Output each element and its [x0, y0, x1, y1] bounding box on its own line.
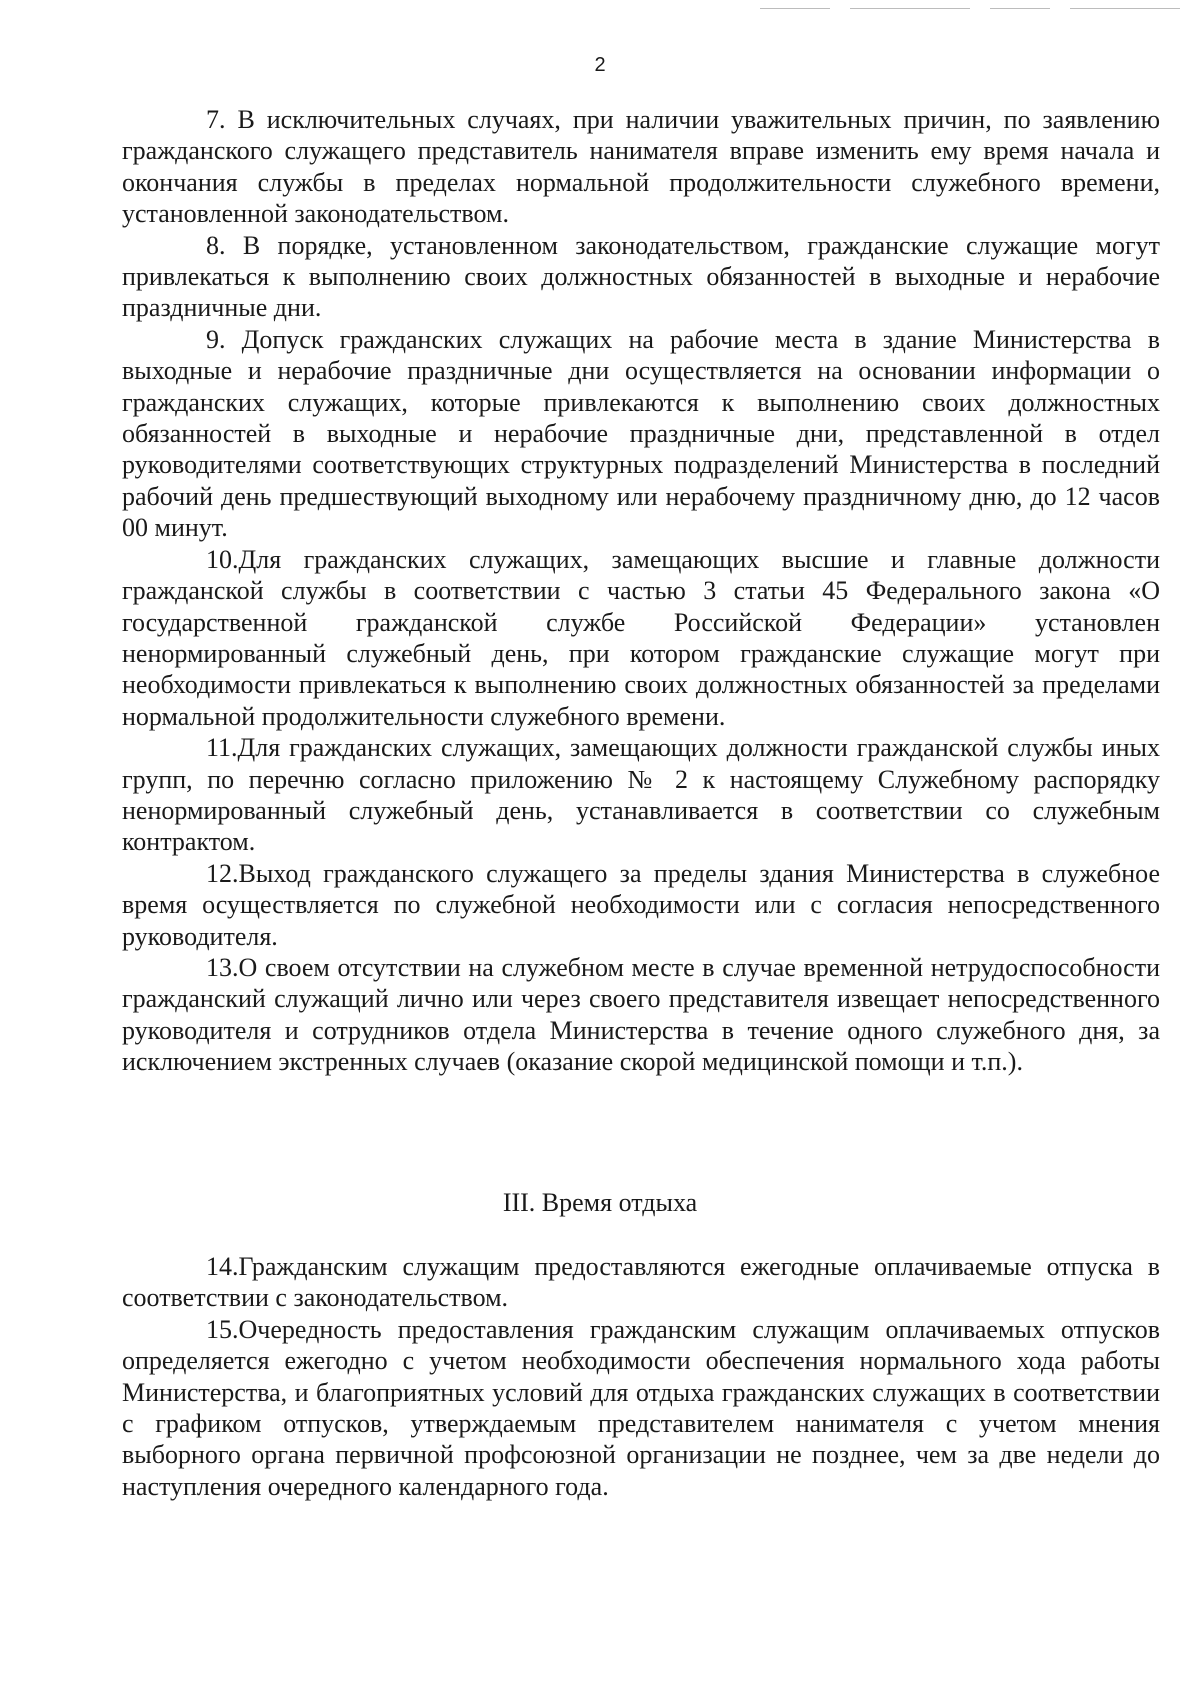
body-text-block: [122, 104, 1160, 1078]
page-number: 2: [594, 54, 606, 76]
paragraph-14: 14.Гражданским служащим предоставляются ежегодные оплачиваемые отпуска в соответствии с законодательством.: [122, 1252, 1160, 1313]
paragraph-7: 7. В исключительных случаях, при наличии уважительных причин, по заявлению гражданского служащего представитель нанимателя вправе изменить ему время начала и окончания службы в пределах нормальной продолжительности служебного времени, установленной законодательством.: [122, 105, 1160, 229]
paragraph-12: 12.Выход гражданского служащего за пределы здания Министерства в служебное время осуществляется по служебной необходимости или с согласия непосредственного руководителя.: [122, 858, 1160, 951]
scan-edge-marks: [760, 8, 1200, 12]
paragraph-13: 13.О своем отсутствии на служебном месте в случае временной нетрудоспособности гражданский служащий лично или через своего представителя извещает непосредственного руководителя и сотрудников отдела Министерства в течение одного служебного дня, за исключением экстренных случаев (оказание скорой медицинской помощи и т.п.).: [122, 952, 1160, 1077]
paragraph-15: 15.Очередность предоставления гражданским служащим оплачиваемых отпусков определяется ежегодно с учетом необходимости обеспечения нормального хода работы Министерства, и благоприятных условий для отдыха гражданских служащих в соответствии с графиком отпусков, утверждаемым представителем нанимателя с учетом мнения выборного органа первичной профсоюзной организации не позднее, чем за две недели до наступления очередного календарного года.: [122, 1314, 1160, 1501]
paragraph-9: 9. Допуск гражданских служащих на рабочие места в здание Министерства в выходные и нерабочие праздничные дни осуществляется на основании информации о гражданских служащих, которые привлекаются к выполнению своих должностных обязанностей в выходные и нерабочие праздничные дни, представленной в отдел руководителями соответствующих структурных подразделений Министерства в последний рабочий день предшествующий выходному или нерабочему праздничному дню, до 12 часов 00 минут.: [122, 324, 1160, 543]
section-text-block: [122, 1251, 1160, 1502]
paragraph-11: 11.Для гражданских служащих, замещающих должности гражданской службы иных групп, по перечню согласно приложению № 2 к настоящему Служебному распорядку ненормированный служебный день, устанавливается в соответствии со служебным контрактом.: [122, 733, 1160, 857]
paragraph-10: 10.Для гражданских служащих, замещающих высшие и главные должности гражданской службы в соответствии с частью 3 статьи 45 Федерального закона «О государственной гражданской службе Российской Федерации» установлен ненормированный служебный день, при котором гражданские служащие могут при необходимости привлекаться к выполнению своих должностных обязанностей за пределами нормальной продолжительности служебного времени.: [122, 544, 1160, 731]
section-title: III. Время отдыха: [502, 1188, 698, 1217]
paragraph-8: 8. В порядке, установленном законодательством, гражданские служащие могут привлекаться к выполнению своих должностных обязанностей в выходные и нерабочие праздничные дни.: [122, 230, 1160, 323]
